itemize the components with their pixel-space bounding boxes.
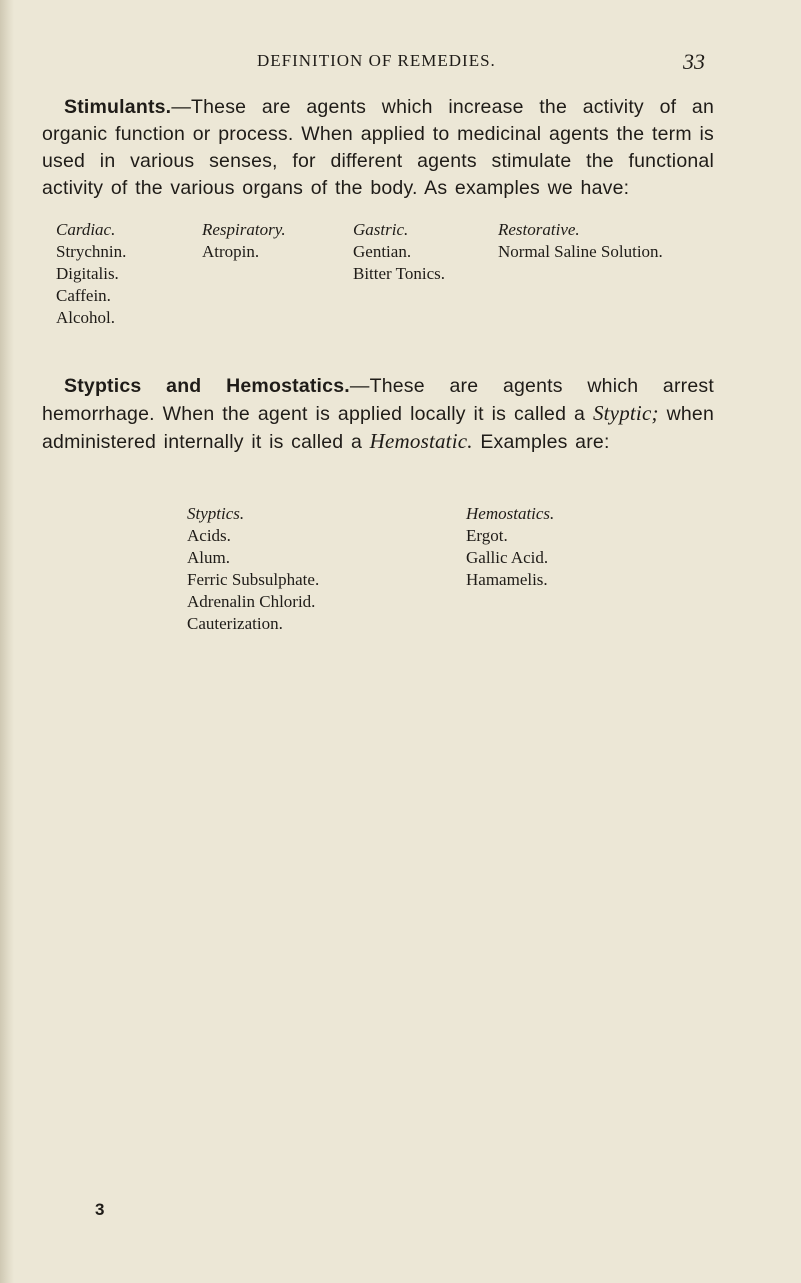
restorative-column — [498, 219, 663, 263]
list-item: Alum. — [187, 548, 230, 567]
list-item: Digitalis. — [56, 264, 119, 283]
styptic-term: Styptic; — [592, 401, 659, 425]
styptics-text-2: when administered internally it is called a — [42, 403, 714, 453]
list-item: Ferric Subsulphate. — [187, 570, 320, 589]
page-header — [0, 49, 801, 79]
hemostatic-term: Hemostatic. — [369, 429, 473, 453]
list-item: Gallic Acid. — [466, 548, 549, 567]
list-item: Ergot. — [466, 526, 508, 545]
respiratory-column — [202, 219, 286, 263]
page-number: 33 — [683, 49, 705, 74]
page-edge-shadow — [0, 0, 14, 1283]
list-item: Alcohol. — [56, 308, 116, 327]
restorative-heading: Restorative. — [498, 220, 580, 239]
list-item: Bitter Tonics. — [353, 264, 445, 283]
styptics-column-heading: Styptics. — [187, 504, 245, 523]
styptics-column — [187, 503, 319, 635]
list-item: Caffein. — [56, 286, 111, 305]
list-item: Hamamelis. — [466, 570, 548, 589]
gastric-column — [353, 219, 445, 285]
styptics-heading: Styptics and Hemostatics. — [64, 375, 350, 397]
list-item: Atropin. — [202, 242, 260, 261]
gastric-heading: Gastric. — [353, 220, 409, 239]
list-item: Strychnin. — [56, 242, 127, 261]
styptics-text-1: —These are agents which arrest hemorrhage. When the agent is applied locally it is called a — [42, 375, 714, 425]
stimulants-heading: Stimulants. — [64, 96, 172, 118]
signature-mark: 3 — [95, 1200, 105, 1219]
list-item: Normal Saline Solution. — [498, 242, 663, 261]
respiratory-heading: Respiratory. — [202, 220, 286, 239]
list-item: Adrenalin Chlorid. — [187, 592, 316, 611]
cardiac-heading: Cardiac. — [56, 220, 116, 239]
stimulants-text: —These are agents which increase the activity of an organic function or process. When applied to medicinal agents the term is used in various senses, for different agents stimulate the functional activity of the various organs of the body. As examples we have: — [42, 96, 714, 199]
running-title: DEFINITION OF REMEDIES. — [257, 51, 496, 70]
list-item: Cauterization. — [187, 614, 283, 633]
cardiac-column — [56, 219, 126, 329]
hemostatics-column — [466, 503, 554, 591]
list-item: Acids. — [187, 526, 231, 545]
styptics-paragraph — [42, 373, 714, 456]
styptics-text-3: Examples are: — [472, 431, 610, 453]
list-item: Gentian. — [353, 242, 412, 261]
hemostatics-column-heading: Hemostatics. — [466, 504, 555, 523]
stimulants-paragraph — [42, 94, 714, 202]
